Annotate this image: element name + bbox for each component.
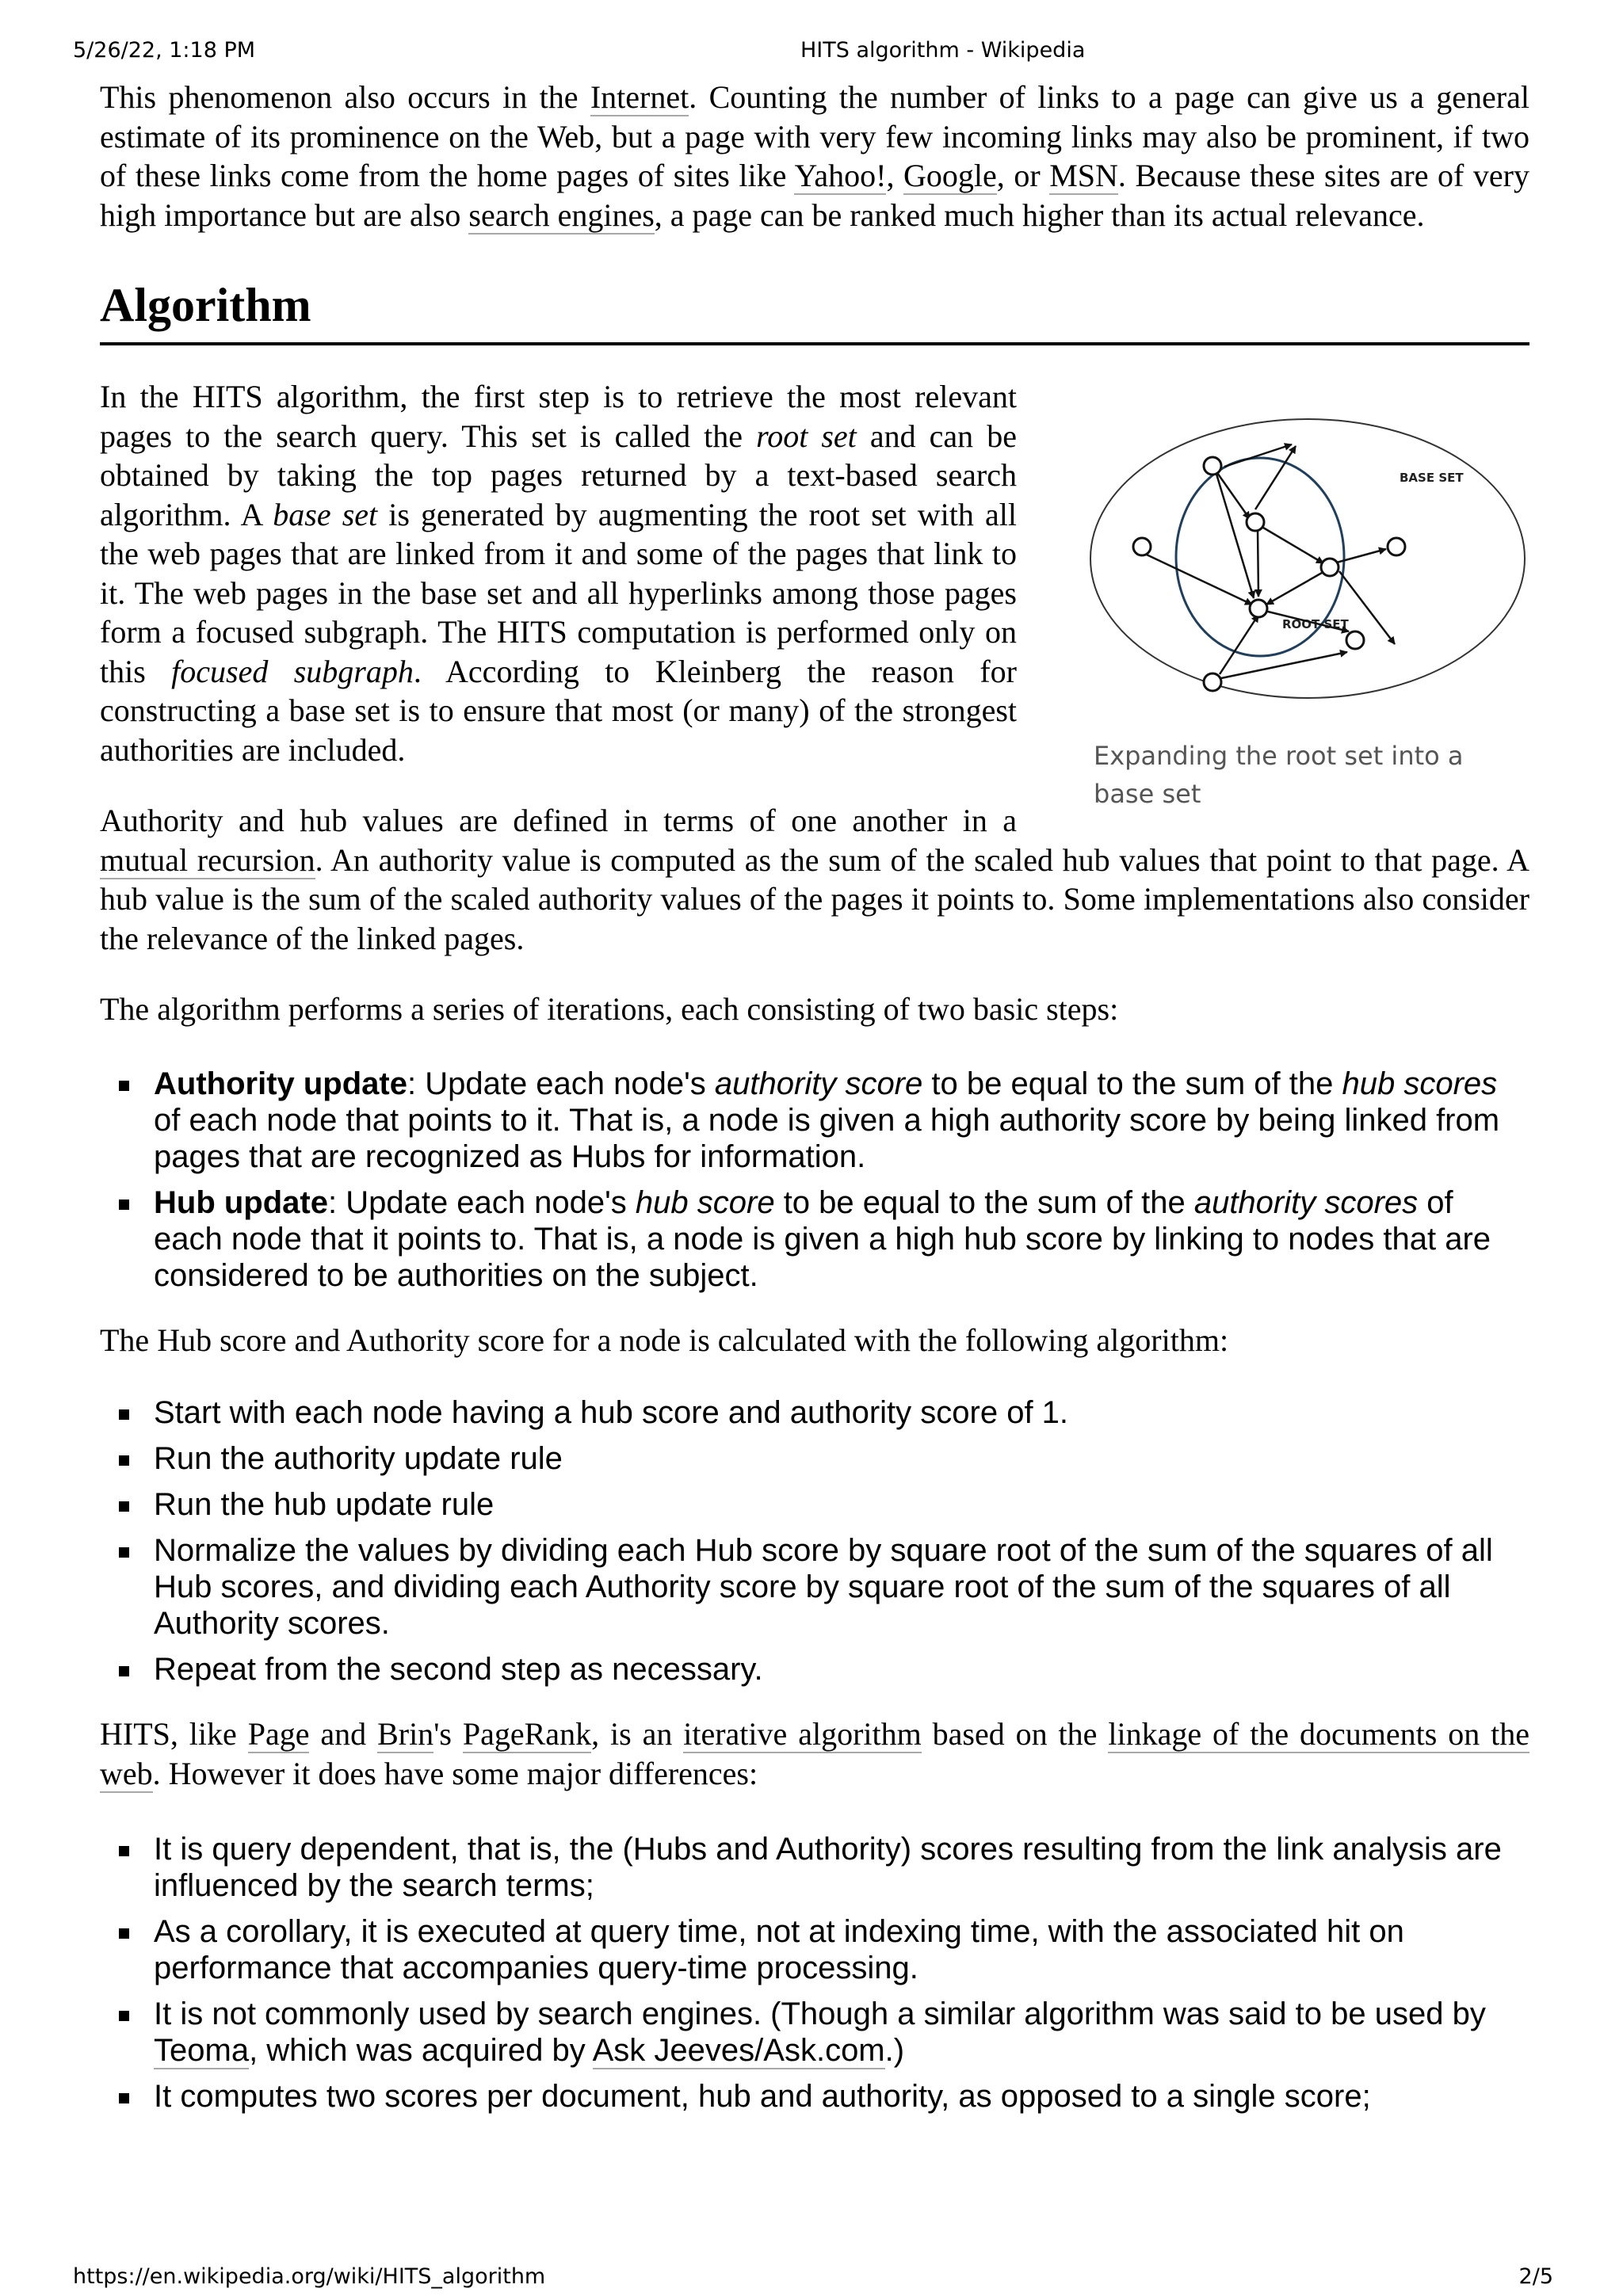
algorithm-paragraph-3: The algorithm performs a series of iterations, each consisting of two basic steps: bbox=[100, 991, 1119, 1027]
print-url: https://en.wikipedia.org/wiki/HITS_algorithm bbox=[73, 2264, 546, 2289]
term-focused-subgraph: focused subgraph bbox=[171, 653, 414, 689]
text: to be equal to the sum of the bbox=[922, 1066, 1342, 1101]
edge bbox=[1216, 471, 1250, 519]
term: Authority update bbox=[154, 1066, 407, 1101]
text: to be equal to the sum of the bbox=[774, 1184, 1194, 1220]
edge bbox=[1136, 550, 1252, 605]
graph-node bbox=[1250, 600, 1267, 617]
algorithm-paragraph-5 bbox=[100, 1714, 1529, 1793]
text: Authority and hub values are defined in terms of one another in a bbox=[100, 803, 1017, 838]
algorithm-paragraph-4: The Hub score and Authority score for a node is calculated with the following algorithm: bbox=[100, 1322, 1229, 1358]
text: , a page can be ranked much higher than its actual relevance. bbox=[654, 196, 1425, 233]
text: . However it does have some major differences: bbox=[152, 1755, 758, 1791]
link-google[interactable]: Google bbox=[903, 158, 997, 193]
list-item: Run the authority update rule bbox=[154, 1440, 1529, 1477]
link-ask-jeeves[interactable]: Ask Jeeves/Ask.com bbox=[592, 2033, 885, 2068]
link-mutual-recursion[interactable]: mutual recursion bbox=[100, 841, 315, 878]
edge bbox=[1220, 615, 1258, 674]
base-set-label: BASE SET bbox=[1400, 471, 1464, 485]
link-page[interactable]: Page bbox=[247, 1716, 310, 1752]
edge bbox=[1334, 549, 1386, 563]
edge bbox=[1263, 528, 1323, 563]
edge bbox=[1339, 571, 1395, 644]
list-item: Repeat from the second step as necessary. bbox=[154, 1651, 1529, 1688]
base-set-diagram bbox=[1086, 414, 1529, 707]
list-item bbox=[154, 1996, 1529, 2069]
link-search-engines[interactable]: search engines bbox=[468, 196, 655, 233]
update-steps-list bbox=[100, 1066, 1529, 1294]
term-root-set: root set bbox=[756, 418, 857, 454]
text: : Update each node's bbox=[407, 1066, 715, 1101]
section-heading-algorithm: Algorithm bbox=[100, 274, 1529, 345]
text: , or bbox=[996, 158, 1050, 193]
graph-node bbox=[1321, 559, 1338, 576]
text: . According to Kleinberg the reason for constructing a base set is to ensure that most (or many) of the strongest authorities are included. bbox=[100, 653, 1017, 768]
link-pagerank[interactable]: PageRank bbox=[462, 1716, 592, 1752]
graph-node bbox=[1133, 538, 1151, 555]
text: , is an bbox=[591, 1716, 684, 1752]
figure-caption: Expanding the root set into a base set bbox=[1094, 741, 1464, 809]
text: . Counting the number of links to a page can give us a general estimate of its prominence on the Web, but a page with very few incoming links may also be prominent, if two of these links come from the home pages of sites like bbox=[100, 79, 1529, 193]
list-item: It computes two scores per document, hub and authority, as opposed to a single score; bbox=[154, 2078, 1529, 2115]
text: , which was acquired by bbox=[249, 2033, 593, 2068]
text: . Because these sites are of very high importance but are also bbox=[100, 158, 1529, 233]
text: of each node that points to it. That is, a node is given a high authority score by being linked from pages that are recognized as Hubs for information. bbox=[154, 1102, 1500, 1174]
term: hub score bbox=[635, 1184, 775, 1220]
print-page-title: HITS algorithm - Wikipedia bbox=[800, 38, 1086, 63]
print-datetime: 5/26/22, 1:18 PM bbox=[73, 38, 256, 63]
text: It is not commonly used by search engines. (Though a similar algorithm was said to be used by bbox=[154, 1997, 1486, 2031]
graph-node bbox=[1204, 457, 1221, 475]
graph-node bbox=[1247, 513, 1264, 531]
list-item: Run the hub update rule bbox=[154, 1486, 1529, 1523]
text: 's bbox=[433, 1716, 463, 1752]
text: In the HITS algorithm, the first step is to retrieve the most relevant pages to the search query. This set is called the bbox=[100, 379, 1017, 454]
root-set-label: ROOT SET bbox=[1282, 617, 1349, 631]
link-msn[interactable]: MSN bbox=[1049, 158, 1118, 193]
text: , bbox=[886, 158, 904, 193]
term: authority score bbox=[714, 1066, 923, 1101]
link-teoma[interactable]: Teoma bbox=[154, 2033, 250, 2068]
algorithm-paragraph-1 bbox=[100, 377, 1017, 769]
root-base-set-figure bbox=[1086, 414, 1529, 813]
calculation-steps-list bbox=[100, 1394, 1529, 1688]
text: This phenomenon also occurs in the bbox=[100, 79, 590, 115]
link-yahoo[interactable]: Yahoo! bbox=[794, 158, 887, 193]
term: Hub update bbox=[154, 1184, 328, 1220]
edge bbox=[1216, 471, 1254, 598]
list-item: Normalize the values by dividing each Hub score by square root of the sum of the squares of all Hub scores, and dividing each Authority score by square root of the sum of the squares of all Authority scores. bbox=[154, 1532, 1529, 1642]
text: . An authority value is computed as the sum of the scaled hub values that point to that page. A hub value is the sum of the scaled authority values of the pages it points to. Some implementations also consider the relevance of the linked pages. bbox=[100, 841, 1529, 956]
text: is generated by augmenting the root set with all the web pages that are linked from it and some of the pages that link to it. The web pages in the base set and all hyperlinks among those pages form a focused subgraph. The HITS computation is performed only on this bbox=[100, 496, 1017, 689]
text: .) bbox=[884, 2033, 905, 2068]
link-iterative-algorithm[interactable]: iterative algorithm bbox=[683, 1716, 922, 1752]
term: authority scores bbox=[1193, 1184, 1419, 1220]
differences-list bbox=[100, 1831, 1529, 2115]
edge bbox=[1224, 444, 1292, 467]
text: : Update each node's bbox=[327, 1184, 636, 1220]
term: hub scores bbox=[1342, 1066, 1498, 1101]
edge bbox=[1221, 652, 1347, 678]
graph-node bbox=[1388, 538, 1405, 555]
text: HITS, like bbox=[100, 1716, 248, 1752]
text: of each node that it points to. That is, a node is given a high hub score by linking to nodes that are considered to be authorities on the subject. bbox=[154, 1184, 1491, 1293]
text: and can be obtained by taking the top pages returned by a text-based search algorithm. A bbox=[100, 418, 1017, 532]
intro-paragraph bbox=[100, 78, 1529, 235]
text: and bbox=[309, 1716, 378, 1752]
link-linkage-of-documents[interactable]: linkage of the documents on the web bbox=[100, 1716, 1530, 1791]
graph-node bbox=[1346, 631, 1364, 649]
text: based on the bbox=[921, 1716, 1109, 1752]
link-internet[interactable]: Internet bbox=[590, 79, 689, 115]
print-page-number: 2/5 bbox=[1518, 2264, 1553, 2289]
graph-node bbox=[1204, 673, 1221, 691]
link-brin[interactable]: Brin bbox=[377, 1716, 434, 1752]
list-item: Start with each node having a hub score and authority score of 1. bbox=[154, 1394, 1529, 1431]
edge bbox=[1266, 573, 1322, 605]
list-item: As a corollary, it is executed at query time, not at indexing time, with the associated hit on performance that accompanies query-time processing. bbox=[154, 1913, 1529, 1986]
list-item-authority-update bbox=[154, 1066, 1529, 1175]
term-base-set: base set bbox=[273, 496, 378, 532]
list-item: It is query dependent, that is, the (Hubs and Authority) scores resulting from the link analysis are influenced by the search terms; bbox=[154, 1831, 1529, 1904]
article-content bbox=[100, 78, 1529, 2124]
edge bbox=[1255, 446, 1296, 509]
list-item-hub-update bbox=[154, 1184, 1529, 1294]
algorithm-paragraph-2 bbox=[100, 801, 1529, 958]
